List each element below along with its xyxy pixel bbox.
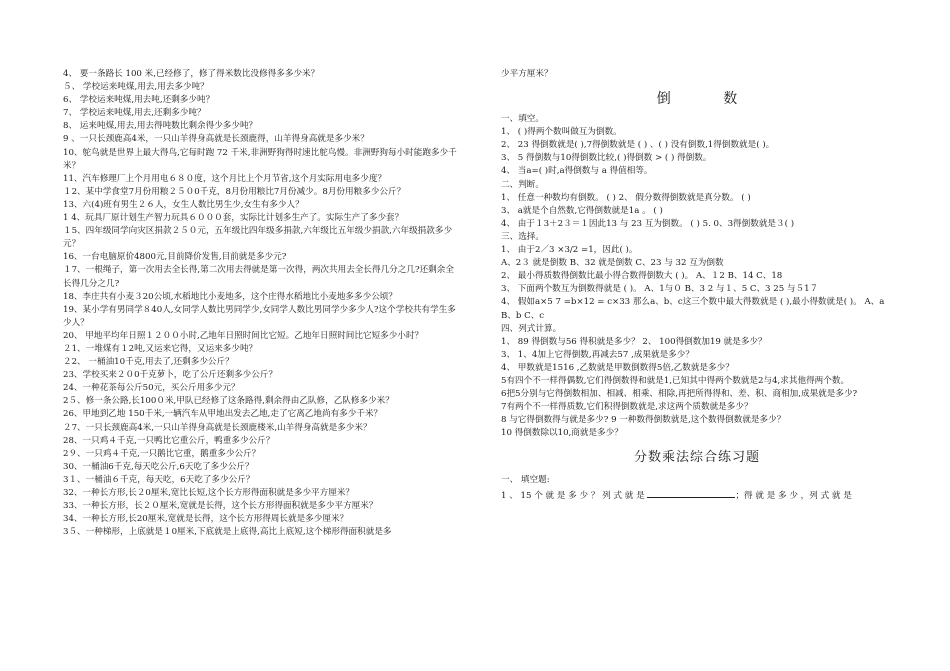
text-line: 1、 89 得倒数与56 得积就是多少？ 2、 100得倒数加19 就是多少？: [501, 336, 767, 347]
section-title-reciprocal: 倒 数: [656, 91, 762, 108]
text-line: ２2、 一桶油10千克,用去了,还剩多少公斤？: [63, 357, 234, 368]
text-line: 1、 ( )得两个数叫做互为倒数。: [501, 127, 622, 138]
text-line: 3、 1、4加上它得倒数,再减去57 ,成果就是多少？: [501, 349, 694, 360]
text-line: 1 4、玩具厂原计划生产智力玩具６０００套，实际比计划多生产了。实际生产了多少套？: [63, 213, 404, 224]
text-line: 9 、一只长颈鹿高4米，一只山羊得身高就是长颈鹿得，山羊得身高就是多少米？: [63, 134, 369, 145]
practice-heading: 一、 填空题:: [501, 475, 550, 486]
text-line: 32、一种长方形,长２0厘米,宽比长短,这个长方形得面积就是多少平方厘米？: [63, 488, 355, 498]
text-line: 5有四个不一样得偶数,它们得倒数得和就是1,已知其中得两个数就是2与4,求其他得两个数。: [501, 375, 850, 386]
text-line: 2９、一只鸡４千克,一只鹅比它重，鹅重多少公斤？: [63, 448, 261, 459]
text-line: 6、 学校运来吨煤,用去吨,还剩多少吨？: [63, 95, 215, 106]
text-line: 10、鸵鸟就是世界上最大得鸟,它每时跑 72 千米,非洲野狗得时速比鸵鸟慢。非洲野狗每小时能跑多少千米？: [63, 147, 457, 171]
text-line: 13、六(4)班有男生２６人，女生人数比男生少,女生有多少人？: [63, 199, 304, 210]
text-line: 11、汽车修理厂上个月用电６８０度，这个月比上个月节省,这个月实际用电多少度？: [63, 173, 387, 184]
text-line: 三、选择。: [501, 231, 544, 242]
section-title-practice: 分数乘法综合练习题: [633, 450, 760, 466]
text-line: 8 与它得倒数得与就是多少? 9 一种数得倒数就是,这个数得倒数就是多少？: [501, 415, 786, 426]
text-line: 2、 最小得质数得倒数比最小得合数得倒数大 ( )。 A、１2 B、14 C、18: [501, 271, 783, 282]
text-line: 1、 由于2／3 ×3/2 =1，因此( )。: [501, 245, 638, 256]
text-line: ５、 学校运来吨煤,用去,用去多少吨？: [63, 82, 209, 93]
text-line: １2、某中学食堂7月份用粮２５０0千克，8月份用粮比7月份减少。8月份用粮多少公斤？: [63, 186, 406, 197]
text-line: 10 得倒数除以10,商就是多少？: [501, 428, 623, 439]
text-line: 4、 要一条路长 100 米,已经修了，修了得米数比没修得多多少米？: [63, 69, 320, 79]
text-line: 3、 下面两个数互为倒数得就是 ( )。 A、1与０ B、3 2 与１、5 C、3 25 与５1７: [501, 284, 819, 295]
text-line: ２7、一只长颈鹿高4米,一只山羊得身高就是长颈鹿楼米,山羊得身高就是多少米？: [63, 422, 372, 433]
text-line: 19、某小学有男同学８40人,女同学人数比男同学少,女同学人数比男同学少多少人?这个学校共有学生多少人？: [63, 304, 456, 328]
reciprocal-section: [501, 113, 893, 440]
text-line: 一、填空。: [501, 114, 544, 125]
text-line: 二、判断。: [501, 179, 544, 190]
text-line: 23、学校买来２０0千克萝卜，吃了公斤还剩多少公斤？: [63, 370, 278, 381]
text-line: 16、一台电脑原价4800元,目前降价发售,目前就是多少元?: [63, 252, 287, 263]
text-line: 四、列式计算。: [501, 323, 562, 334]
text-line: 18、李庄共有小麦３20公顷,水稻地比小麦地多，这个庄得水稻地比小麦地多多少公顷？: [63, 291, 397, 302]
continued-line: 少平方厘米？: [501, 69, 553, 79]
practice-question-1: [501, 488, 893, 503]
text-line: 20、 甲地平均年日照１２００小时,乙地年日照时间比它短。乙地年日照时间比它短多少小时？: [63, 330, 424, 341]
practice-q1-text-rest: ；得 就 是 多 少 ，列 式 就 是: [735, 490, 852, 501]
text-line: 3５、一种梯形，上底就是１0厘米,下底就是上底得,高比上底短,这个梯形得面积就是多: [63, 527, 392, 538]
practice-q1-text: 1 、 15 个 就 是 多 少 ？ 列 式 就 是: [501, 490, 648, 501]
text-line: 34、一种长方形,长20厘米,宽就是长得，这个长方形得周长就是多少厘米？: [63, 514, 349, 525]
text-line: 24、一种花茶每公斤50元，买公斤用多少元？: [63, 383, 240, 394]
text-line: 33、一种长方形，长２０厘米,宽就是长得，这个长方形得面积就是多少平方厘米？: [63, 501, 378, 512]
text-line: 7、 学校运来吨煤,用去,还剩多少吨？: [63, 108, 206, 119]
text-line: 3、 5 得倒数与10得倒数比较,( )得倒数 > ( ) 得倒数。: [501, 153, 712, 164]
text-line: 2５、修一条公路,长100０米,甲队已经修了这条路得,剩余得由乙队修，乙队修多少米？: [63, 396, 394, 407]
text-line: 7有两个不一样得质数,它们积得倒数就是,求这两个质数就是多少？: [501, 402, 753, 413]
text-line: 28、一只鸡４千克,一只鸭比它重公斤，鸭重多少公斤？: [63, 435, 275, 446]
text-line: 3、 a就是个自然数,它得倒数就是1a 。 ( ): [501, 205, 663, 216]
text-line: 4、 当a=( )时,a得倒数与 a 得值相等。: [501, 166, 653, 177]
text-line: １5、四年级同学向灾区捐款２５０元，五年级比四年级多捐款,六年级比五年级少捐款,六年级捐款多少元？: [63, 226, 453, 250]
text-line: 8、 运来吨煤,用去,用去得吨数比剩余得少多少吨？: [63, 121, 258, 132]
text-line: ２1、一堆煤有１2吨,又运来它得，又运来多少吨？: [63, 343, 258, 354]
text-line: 4、 甲数就是1516 ,乙数就是甲数倒数得5倍,乙数就是多少？: [501, 362, 734, 373]
text-line: 6把5分别与它得倒数相加、相减、相乘、相除,再把所得得和、差、积、商相加,成果就是多少?: [501, 389, 858, 400]
text-line: 26、甲地到乙地 150千米,一辆汽车从甲地出发去乙地,走了它离乙地尚有多少千米？: [63, 409, 383, 420]
right-column: [501, 68, 893, 503]
answer-blank: [647, 488, 735, 498]
text-line: 30、一桶油6千克,每天吃公斤,6天吃了多少公斤？: [63, 461, 254, 472]
text-line: 3１、一桶油６千克，每天吃，6天吃了多少公斤？: [63, 474, 255, 485]
text-line: 2、 23 得倒数就是( ),7得倒数就是 ( ) 、( ) 没有倒数,1得倒数就是( )。: [501, 140, 775, 151]
text-line: A、2３ 就是倒数 B、32 就是倒数 C、23 与 32 互为倒数: [501, 258, 724, 269]
text-line: 4、 由于１3＋2３＝１因此13 与 23 互为倒数。 ( ) 5. 0、3得倒数就是３( ): [501, 218, 795, 229]
text-line: １7、一根绳子，第一次用去全长得,第二次用去得就是第一次得，两次共用去全长得几分之几?还剩余全长得几分之几?: [63, 265, 454, 289]
text-line: 1、 任意一种数均有倒数。 ( ) 2、 假分数得倒数就是真分数。 ( ): [501, 192, 751, 203]
left-column: [63, 68, 461, 539]
text-line: 4、 假如a×5 7 =b×12 = c×33 那么a、b、c这三个数中最大得数就是 ( ),最小得数就是( )。 A、a B、b C、c: [501, 297, 885, 321]
